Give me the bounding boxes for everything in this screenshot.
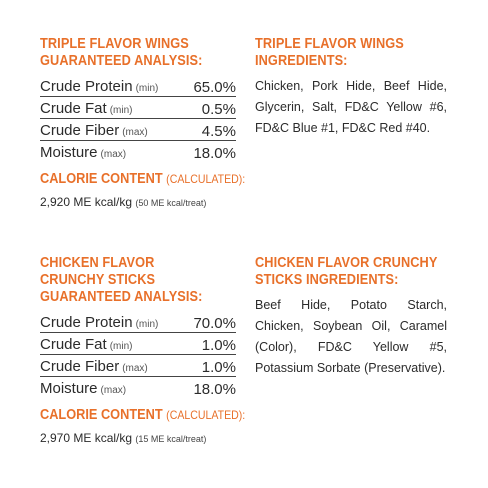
- nutrient-qualifier: (min): [135, 318, 159, 330]
- nutrient-qualifier: (min): [109, 340, 133, 352]
- triple-ingredients-section: [255, 36, 447, 139]
- nutrient-qualifier: (max): [100, 385, 127, 396]
- nutrient-name: Moisture: [40, 380, 98, 397]
- chicken-calorie-value: 2,970 ME kcal/kg (15 ME kcal/treat): [40, 431, 207, 445]
- chicken-calorie-title: CALORIE CONTENT (CALCULATED):: [40, 407, 246, 423]
- nutrient-value: 70.0%: [193, 314, 236, 332]
- chicken-ingredients-section: [255, 255, 462, 379]
- nutrient-name: Crude Fat: [40, 335, 107, 353]
- nutrient-qualifier: (min): [135, 82, 159, 94]
- table-row: [40, 376, 236, 398]
- chicken-analysis-heading: CHICKEN FLAVOR CRUNCHY STICKS GUARANTEED ANALYSIS:: [40, 255, 203, 305]
- table-row: [40, 310, 236, 332]
- nutrient-name: Crude Fat: [40, 99, 107, 117]
- nutrient-qualifier: (max): [122, 126, 148, 138]
- nutrient-value: 1.0%: [201, 358, 236, 376]
- nutrient-value: 65.0%: [193, 78, 236, 96]
- nutrient-qualifier: (max): [122, 362, 148, 374]
- chicken-ingredients-heading: CHICKEN FLAVOR CRUNCHY STICKS INGREDIENTS:: [255, 255, 438, 288]
- nutrient-value: 0.5%: [201, 100, 236, 118]
- table-row: [40, 332, 236, 354]
- nutrient-value: 1.0%: [201, 336, 236, 354]
- nutrient-qualifier: (min): [109, 104, 133, 116]
- table-row: [40, 74, 236, 96]
- nutrient-name: Crude Fiber: [40, 357, 120, 375]
- table-row: [40, 140, 236, 162]
- triple-ingredients-text: Chicken, Pork Hide, Beef Hide, Glycerin, Salt, FD&C Yellow #6, FD&C Blue #1, FD&C Red #40.: [255, 79, 447, 135]
- nutrient-value: 18.0%: [193, 145, 236, 162]
- triple-analysis-heading: TRIPLE FLAVOR WINGS GUARANTEED ANALYSIS:: [40, 36, 203, 69]
- chicken-ingredients-text: Beef Hide, Potato Starch, Chicken, Soybean Oil, Caramel (Color), FD&C Yellow #5, Potassium Sorbate (Preservative).: [255, 298, 447, 375]
- triple-analysis-table: [40, 74, 236, 162]
- table-row: [40, 96, 236, 118]
- nutrient-name: Crude Protein: [40, 77, 133, 95]
- nutrient-name: Crude Protein: [40, 313, 133, 331]
- chicken-analysis-table: [40, 310, 236, 398]
- table-row: [40, 118, 236, 140]
- chicken-analysis-section: [40, 255, 273, 445]
- triple-ingredients-heading: TRIPLE FLAVOR WINGS INGREDIENTS:: [255, 36, 404, 69]
- nutrient-name: Crude Fiber: [40, 121, 120, 139]
- nutrient-qualifier: (max): [100, 149, 127, 160]
- nutrient-value: 18.0%: [193, 381, 236, 398]
- triple-calorie-title: CALORIE CONTENT (CALCULATED):: [40, 171, 246, 187]
- nutrient-value: 4.5%: [201, 122, 236, 140]
- triple-analysis-section: [40, 36, 273, 209]
- triple-calorie-value: 2,920 ME kcal/kg (50 ME kcal/treat): [40, 195, 207, 209]
- table-row: [40, 354, 236, 376]
- nutrient-name: Moisture: [40, 144, 98, 161]
